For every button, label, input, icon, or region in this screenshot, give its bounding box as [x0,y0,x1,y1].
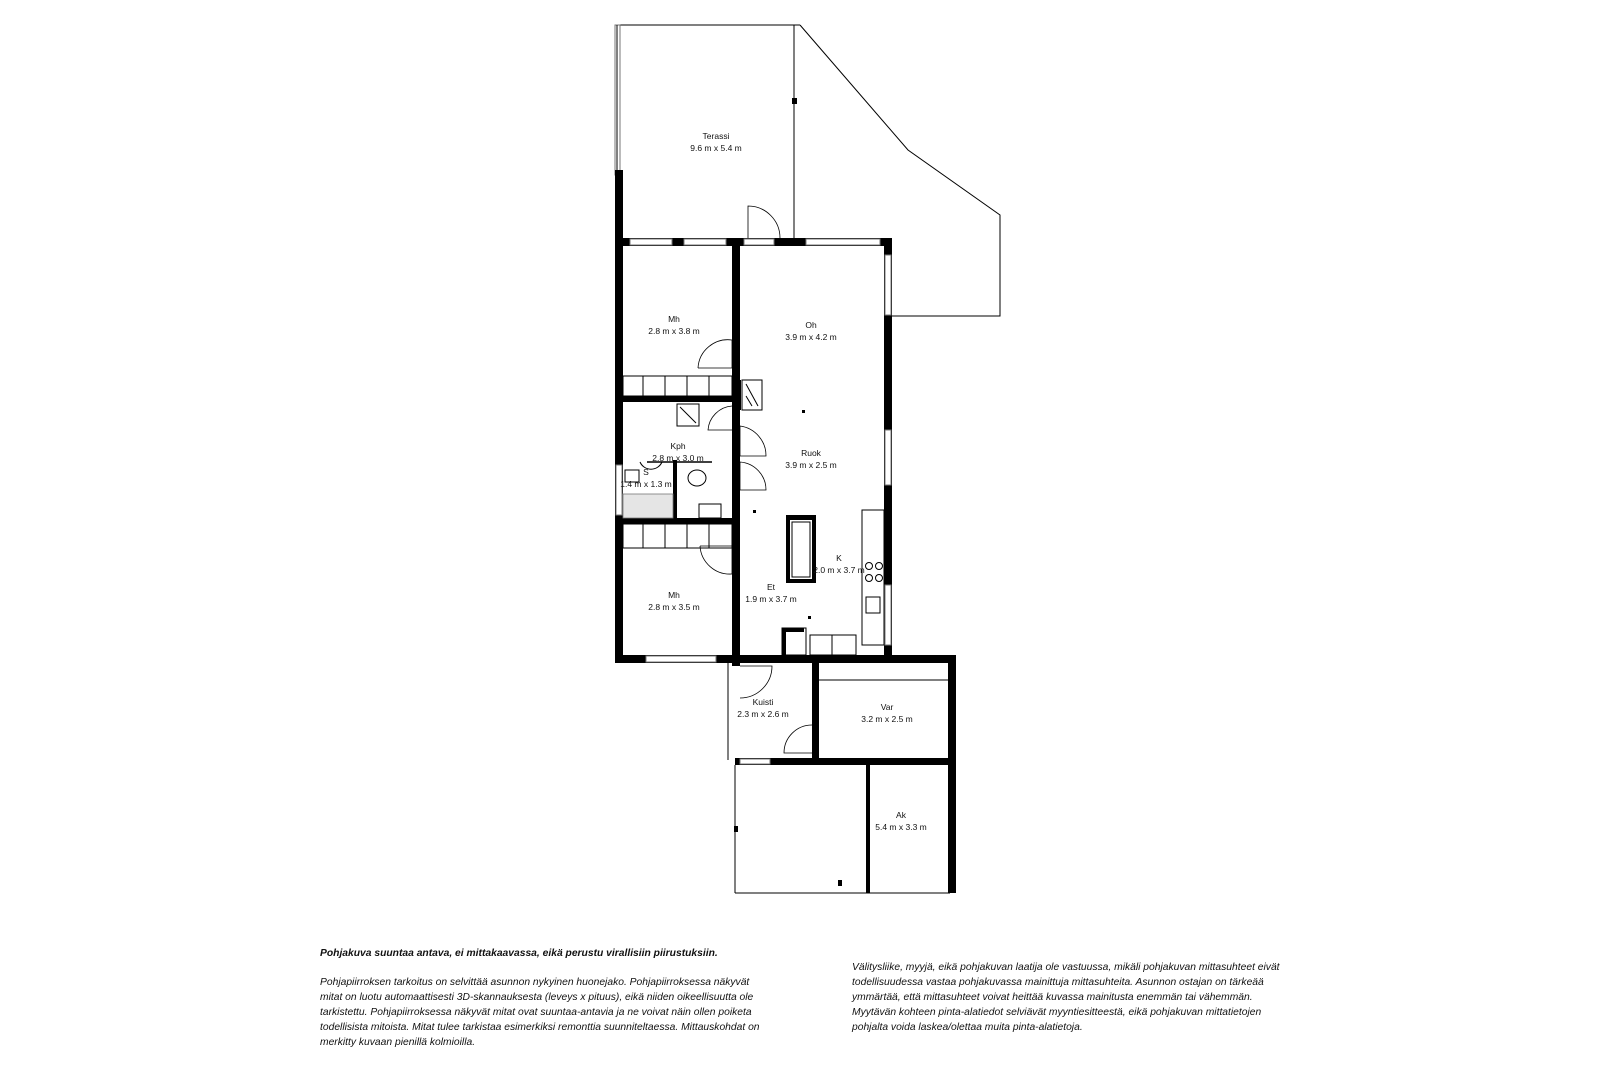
disclaimer-heading: Pohjakuva suuntaa antava, ei mittakaavassa, eikä perustu virallisiin piirustuksiin. [320,948,718,959]
disclaimer-right-text: Välitysliike, myyjä, eikä pohjakuvan laatija ole vastuussa, mikäli pohjakuvan mittasuhteet eivät todellisuudessa vastaa pohjakuvassa mainittuja mittasuhteita. Asunnon ostajan on tärkeää ymmärtää, että mittasuhteet voivat heittää kuvassa mainitusta enemmän tai vähemmän. Myytävän kohteen pinta-alatiedot selviävät myyntiesitteestä, eikä pohjakuvan mittatietojen pohjalta voida laskea/olettaa muita pinta-alatietoja. [852,962,1280,1033]
room-size-et: 1.9 m x 3.7 m [745,594,797,604]
room-size-ruok: 3.9 m x 2.5 m [785,460,837,470]
room-name-terassi: Terassi [702,131,730,141]
disclaimer-left [320,946,760,1050]
room-name-et: Et [766,582,776,592]
room-size-kph: 2.8 m x 3.0 m [652,453,704,463]
room-size-k: 2.0 m x 3.7 m [813,565,865,575]
room-name-ruok: Ruok [801,448,821,458]
room-name-mh-2: Mh [668,590,680,600]
room-name-ak: Ak [896,810,906,820]
fireplace-wall [733,380,741,410]
room-size-oh: 3.9 m x 4.2 m [785,332,837,342]
kitchen-fixtures [782,510,884,655]
room-name-s: S [643,467,649,477]
doors [698,206,812,753]
room-size-s: 1.4 m x 1.3 m [620,479,672,489]
room-size-var: 3.2 m x 2.5 m [861,714,913,724]
room-name-oh: Oh [805,320,817,330]
room-name-var: Var [880,702,894,712]
room-size-mh-2: 2.8 m x 3.5 m [648,602,700,612]
room-size-terassi: 9.6 m x 5.4 m [690,143,742,153]
room-size-kuisti: 2.3 m x 2.6 m [737,709,789,719]
room-name-k: K [836,553,842,563]
room-name-kuisti: Kuisti [752,697,774,707]
room-name-mh-1: Mh [668,314,680,324]
room-name-kph: Kph [670,441,686,451]
disclaimer-right [852,960,1292,1035]
room-size-mh-1: 2.8 m x 3.8 m [648,326,700,336]
room-size-ak: 5.4 m x 3.3 m [875,822,927,832]
terrace-outline [615,25,1000,316]
disclaimer-left-text: Pohjapiirroksen tarkoitus on selvittää asunnon nykyinen huonejako. Pohjapiirroksessa näkyvät mitat on luotu automaattisesti 3D-skannauksesta (leveys x pituus), eikä niiden oikeellisuutta ole tarkistettu. Pohjapiirroksessa näkyvät mitat ovat suuntaa-antavia ja ne voivat näin ollen poiketa todellisista mitoista. Mitat tulee tarkistaa esimerkiksi remonttia suunniteltaessa. Mittauskohdat on merkitty kuvaan pienillä kolmioilla. [320,977,760,1048]
